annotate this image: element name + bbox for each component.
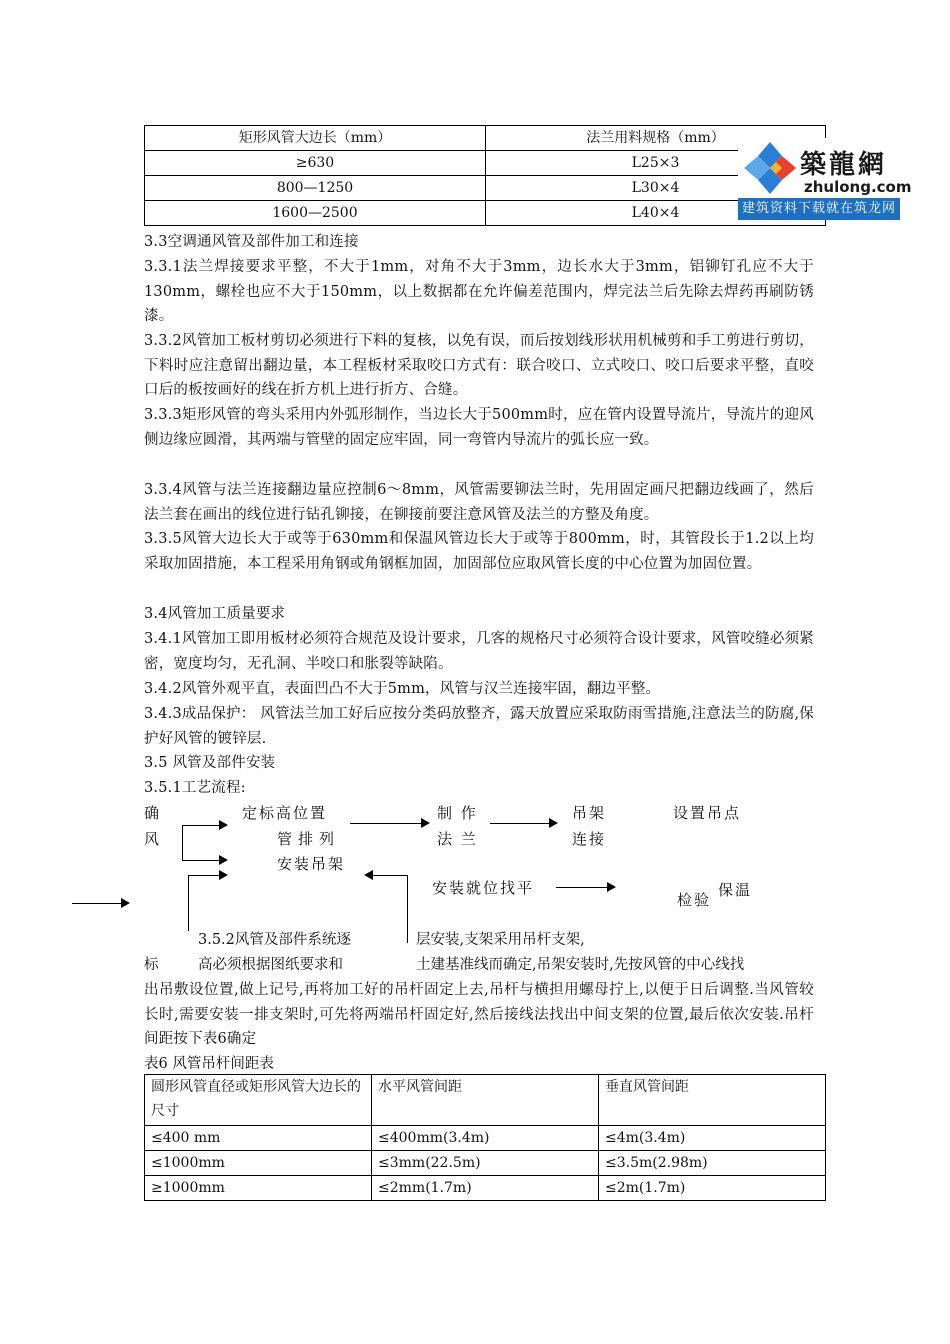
paragraph: 3.3.5风管大边长大于或等于630mm和保温风管边长大于或等于800mm，时，其管段长于1.2以上均采取加固措施，本工程采用角钢或角钢框加固，加固部位应取风管长度的中心位置为加固位置。 [144,531,814,572]
flow-connector [182,826,183,860]
zhulong-logo [738,138,912,220]
flow-text: 确 [144,804,162,822]
section-heading: 3.4风管加工质量要求 [144,606,286,622]
flow-node: 设置吊点 [673,804,742,822]
table-header-row [145,1075,826,1126]
table-cell: ≤400 mm [145,1126,372,1151]
flow-arrow [72,903,122,904]
flow-node: 安装吊架 [277,855,346,873]
logo-brand-name: 築龍網 [800,150,888,180]
flow-arrow-head [219,870,228,880]
flow-arrow [490,823,550,824]
paragraph: 3.3.3矩形风管的弯头采用内外弧形制作，当边长大于500mm时，应在管内设置导流片，导流片的迎风侧边缘应圆滑，其两端与管壁的固定应牢固，同一弯管内导流片的弧长应一致。 [144,407,814,448]
paragraph-fragment: 3.5.2风管及部件系统逐 [198,932,351,948]
logo-tagline: 建筑资料下载就在筑龙网 [738,198,900,220]
table-header-cell: 圆形风管直径或矩形风管大边长的尺寸 [145,1075,372,1126]
flow-arrow-head [121,898,130,908]
table-row [145,1126,826,1151]
table-header-cell: 矩形风管大边长（mm） [145,126,486,151]
flow-node: 定标高位置 [242,804,328,822]
flange-spec-table [144,125,826,226]
paragraph-fragment: 土建基准线而确定,吊架安装时,先按风管的中心线找 [416,957,745,973]
table-cell: ≥1000mm [145,1176,372,1201]
flow-arrow [182,860,220,861]
paragraph-fragment: 层安装,支架采用吊杆支架, [416,932,585,948]
flow-arrow-head [219,855,228,865]
table-header-cell: 法兰用料规格（mm） [486,126,826,151]
table-cell: ≤400mm(3.4m) [372,1126,599,1151]
table-header-cell: 水平风管间距 [372,1075,599,1126]
table-cell: L30×4 [486,176,826,201]
flow-arrow [188,875,220,876]
paragraph: 3.4.1风管加工即用板材必须符合规范及设计要求，几客的规格尺寸必须符合设计要求，风管咬缝必须紧密，宽度均匀，无孔洞、半咬口和胀裂等缺陷。 [144,631,814,672]
table-cell: 1600—2500 [145,201,486,226]
flow-node: 安装就位找平 [432,879,535,897]
paragraph-fragment: 高必须根据图纸要求和 [198,957,343,973]
flow-arrow-head [219,820,228,830]
table-row [145,176,826,201]
flow-node: 管排列 [277,830,341,848]
table-row [145,1151,826,1176]
table-cell: ≥630 [145,151,486,176]
flow-arrow [556,887,608,888]
hanger-spacing-table [144,1074,826,1201]
flow-arrow-head [607,882,616,892]
flow-arrow [182,825,220,826]
flow-node: 制 作 [437,804,478,822]
table-row [145,1176,826,1201]
flow-arrow-head [549,818,558,828]
table-header-row [145,126,826,151]
flow-connector [407,875,408,943]
flow-node: 连接 [572,830,607,848]
flow-connector [188,875,189,931]
flow-arrow-head [421,818,430,828]
flow-node: 保温 [718,881,753,899]
table-cell: 800—1250 [145,176,486,201]
flow-node: 吊架 [572,804,607,822]
table-cell: ≤3mm(22.5m) [372,1151,599,1176]
table-cell: ≤2mm(1.7m) [372,1176,599,1201]
section-heading: 3.5.1工艺流程: [144,780,246,796]
table-cell: L25×3 [486,151,826,176]
flow-arrow [350,823,422,824]
table-cell: ≤2m(1.7m) [599,1176,826,1201]
paragraph: 3.3.2风管加工板材剪切必须进行下料的复核，以免有误，而后按划线形状用机械剪和手工剪进行剪切，下料时应注意留出翻边量，本工程板材采取咬口方式有：联合咬口、立式咬口、咬口后要求平整，直咬口后的板按画好的线在折方机上进行折方、合缝。 [144,333,814,399]
table-caption: 表6 风管吊杆间距表 [144,1056,274,1072]
flow-node: 法 兰 [437,830,478,848]
logo-url: zhulong.com [804,178,912,196]
paragraph-fragment: 标 [144,957,159,973]
section-heading: 3.3空调通风管及部件加工和连接 [144,234,359,250]
table-row [145,201,826,226]
table-cell: ≤3.5m(2.98m) [599,1151,826,1176]
table-row [145,151,826,176]
table-cell: L40×4 [486,201,826,226]
paragraph: 出吊敷设位置,做上记号,再将加工好的吊杆固定上去,吊杆与横担用螺母拧上,以便于日后调整.当风管较长时,需要安装一排支架时,可先将两端吊杆固定好,然后接线法找出中间支架的位置,最后依次安装.吊杆间距按下表6确定 [144,982,814,1048]
section-heading: 3.5 风管及部件安装 [144,755,276,771]
table-cell: ≤4m(3.4m) [599,1126,826,1151]
paragraph: 3.4.3成品保护： 风管法兰加工好后应按分类码放整齐，露天放置应采取防雨雪措施,注意法兰的防腐,保护好风管的镀锌层. [144,706,814,747]
logo-mark-icon [742,140,798,196]
paragraph: 3.4.2风管外观平直，表面凹凸不大于5mm，风管与汉兰连接牢固，翻边平整。 [144,681,661,697]
paragraph: 3.3.1法兰焊接要求平整，不大于1mm，对角不大于3mm，边长水大于3mm，铝铆钉孔应不大于130mm，螺栓也应不大于150mm，以上数据都在允许偏差范围内，焊完法兰后先除去焊药再刷防锈漆。 [144,259,814,325]
flow-text: 风 [144,830,162,848]
flow-arrow-head [364,870,373,880]
table-cell: ≤1000mm [145,1151,372,1176]
flow-arrow [372,875,408,876]
paragraph: 3.3.4风管与法兰连接翻边量应控制6～8mm，风管需要铆法兰时，先用固定画尺把翻边线画了，然后法兰套在画出的线位进行钻孔铆接，在铆接前要注意风管及法兰的方整及角度。 [144,482,814,523]
flow-node: 检验 [677,891,712,909]
table-header-cell: 垂直风管间距 [599,1075,826,1126]
